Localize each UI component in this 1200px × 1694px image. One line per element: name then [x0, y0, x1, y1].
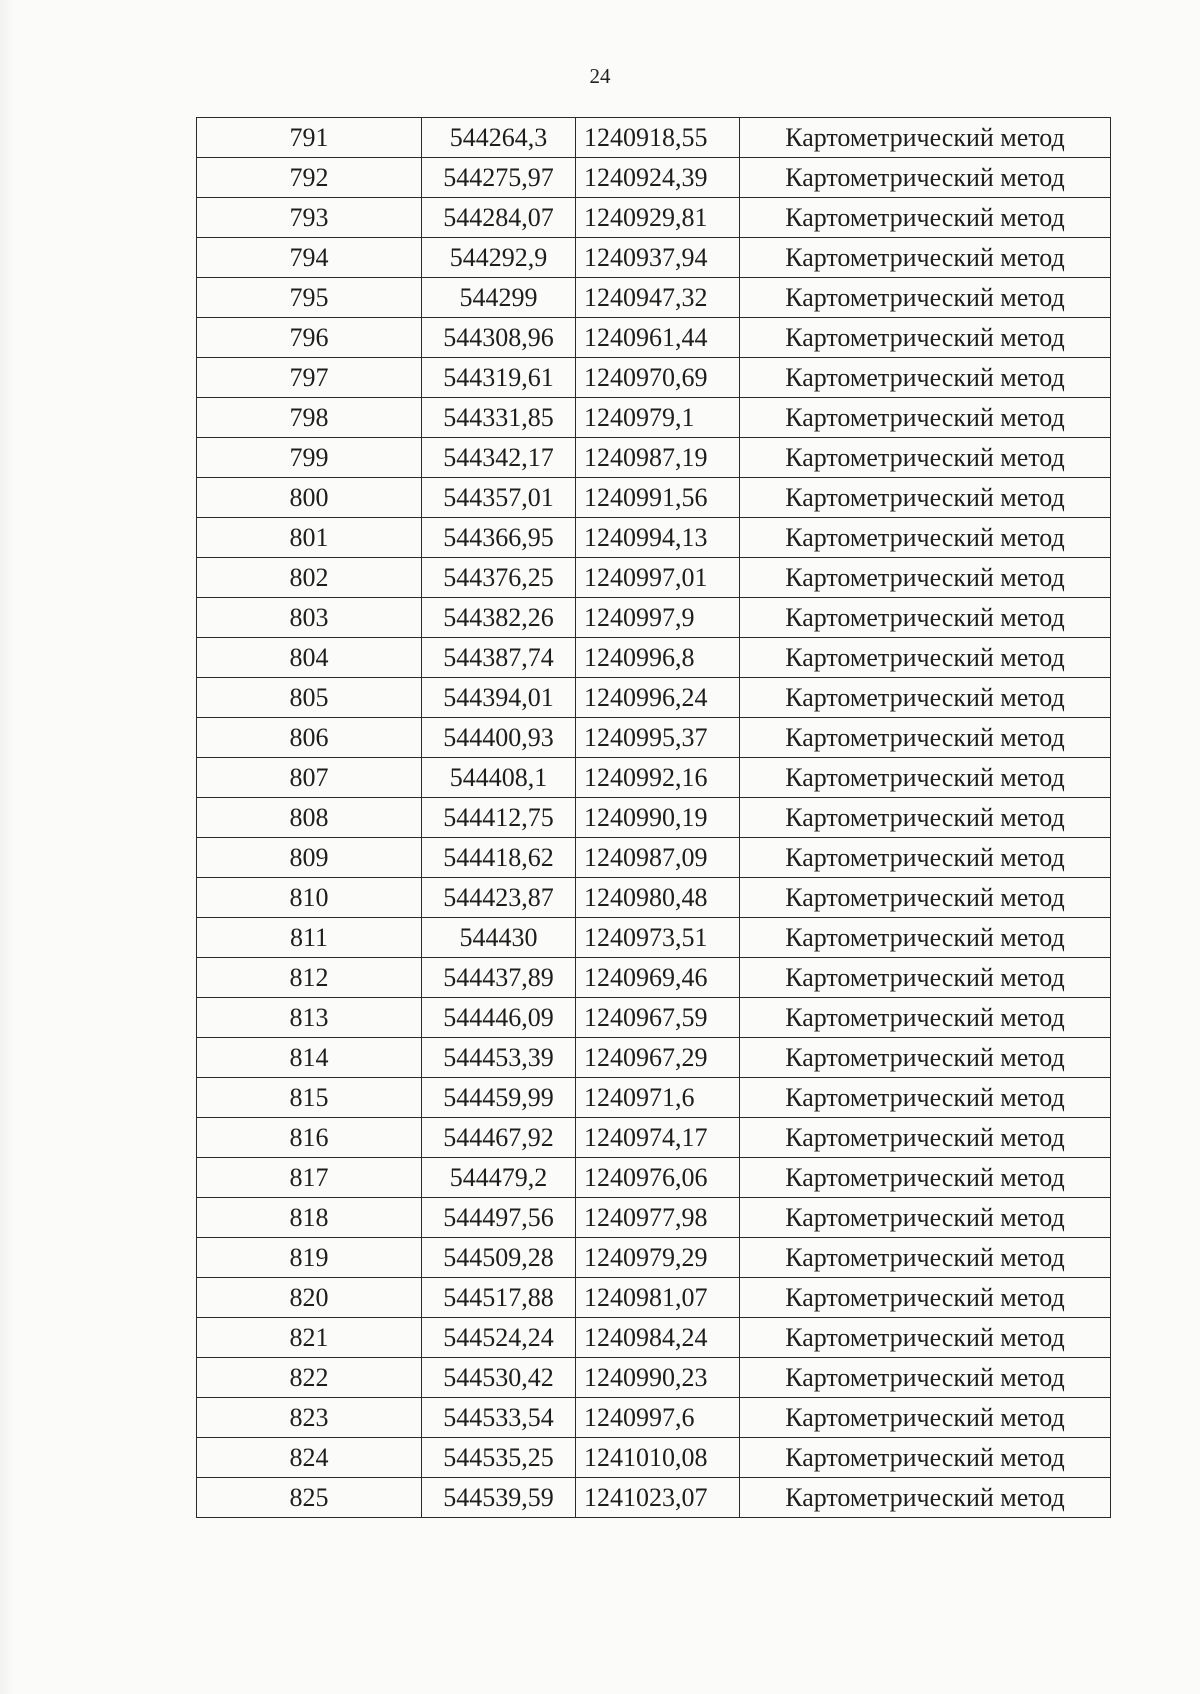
x-coordinate-cell: 544342,17 [422, 438, 576, 478]
x-coordinate-cell: 544357,01 [422, 478, 576, 518]
x-coordinate-cell: 544382,26 [422, 598, 576, 638]
point-number-cell: 823 [197, 1398, 422, 1438]
method-cell: Картометрический метод [740, 1398, 1111, 1438]
point-number-cell: 807 [197, 758, 422, 798]
y-coordinate-cell: 1240991,56 [576, 478, 740, 518]
x-coordinate-cell: 544467,92 [422, 1118, 576, 1158]
method-cell: Картометрический метод [740, 398, 1111, 438]
x-coordinate-cell: 544423,87 [422, 878, 576, 918]
point-number-cell: 813 [197, 998, 422, 1038]
point-number-cell: 806 [197, 718, 422, 758]
method-cell: Картометрический метод [740, 158, 1111, 198]
method-cell: Картометрический метод [740, 1478, 1111, 1518]
table-row [197, 1118, 1111, 1158]
y-coordinate-cell: 1240981,07 [576, 1278, 740, 1318]
x-coordinate-cell: 544284,07 [422, 198, 576, 238]
method-cell: Картометрический метод [740, 1358, 1111, 1398]
point-number-cell: 804 [197, 638, 422, 678]
point-number-cell: 795 [197, 278, 422, 318]
point-number-cell: 792 [197, 158, 422, 198]
method-cell: Картометрический метод [740, 1238, 1111, 1278]
table-row [197, 198, 1111, 238]
scan-edge-shadow [0, 0, 14, 1694]
x-coordinate-cell: 544446,09 [422, 998, 576, 1038]
table-row [197, 1078, 1111, 1118]
x-coordinate-cell: 544376,25 [422, 558, 576, 598]
table-row [197, 998, 1111, 1038]
point-number-cell: 812 [197, 958, 422, 998]
table-row [197, 838, 1111, 878]
table-row [197, 718, 1111, 758]
table-row [197, 1478, 1111, 1518]
method-cell: Картометрический метод [740, 878, 1111, 918]
method-cell: Картометрический метод [740, 1318, 1111, 1358]
x-coordinate-cell: 544539,59 [422, 1478, 576, 1518]
y-coordinate-cell: 1240970,69 [576, 358, 740, 398]
x-coordinate-cell: 544264,3 [422, 118, 576, 158]
point-number-cell: 810 [197, 878, 422, 918]
table-row [197, 398, 1111, 438]
x-coordinate-cell: 544430 [422, 918, 576, 958]
y-coordinate-cell: 1240990,19 [576, 798, 740, 838]
table-row [197, 758, 1111, 798]
x-coordinate-cell: 544308,96 [422, 318, 576, 358]
method-cell: Картометрический метод [740, 238, 1111, 278]
x-coordinate-cell: 544453,39 [422, 1038, 576, 1078]
y-coordinate-cell: 1241023,07 [576, 1478, 740, 1518]
page-number: 24 [589, 64, 611, 88]
y-coordinate-cell: 1240980,48 [576, 878, 740, 918]
point-number-cell: 797 [197, 358, 422, 398]
x-coordinate-cell: 544418,62 [422, 838, 576, 878]
y-coordinate-cell: 1240967,59 [576, 998, 740, 1038]
y-coordinate-cell: 1240929,81 [576, 198, 740, 238]
point-number-cell: 824 [197, 1438, 422, 1478]
point-number-cell: 805 [197, 678, 422, 718]
point-number-cell: 808 [197, 798, 422, 838]
x-coordinate-cell: 544408,1 [422, 758, 576, 798]
point-number-cell: 817 [197, 1158, 422, 1198]
coordinates-table [196, 117, 1111, 1518]
x-coordinate-cell: 544497,56 [422, 1198, 576, 1238]
x-coordinate-cell: 544517,88 [422, 1278, 576, 1318]
method-cell: Картометрический метод [740, 518, 1111, 558]
table-row [197, 518, 1111, 558]
table-row [197, 878, 1111, 918]
table-row [197, 478, 1111, 518]
point-number-cell: 816 [197, 1118, 422, 1158]
x-coordinate-cell: 544533,54 [422, 1398, 576, 1438]
method-cell: Картометрический метод [740, 958, 1111, 998]
method-cell: Картометрический метод [740, 478, 1111, 518]
table-row [197, 278, 1111, 318]
point-number-cell: 814 [197, 1038, 422, 1078]
method-cell: Картометрический метод [740, 918, 1111, 958]
y-coordinate-cell: 1240997,01 [576, 558, 740, 598]
table-row [197, 238, 1111, 278]
y-coordinate-cell: 1240969,46 [576, 958, 740, 998]
method-cell: Картометрический метод [740, 118, 1111, 158]
y-coordinate-cell: 1240973,51 [576, 918, 740, 958]
point-number-cell: 819 [197, 1238, 422, 1278]
method-cell: Картометрический метод [740, 1038, 1111, 1078]
method-cell: Картометрический метод [740, 438, 1111, 478]
x-coordinate-cell: 544366,95 [422, 518, 576, 558]
table-row [197, 638, 1111, 678]
y-coordinate-cell: 1240937,94 [576, 238, 740, 278]
table-row [197, 358, 1111, 398]
x-coordinate-cell: 544292,9 [422, 238, 576, 278]
x-coordinate-cell: 544412,75 [422, 798, 576, 838]
point-number-cell: 815 [197, 1078, 422, 1118]
x-coordinate-cell: 544530,42 [422, 1358, 576, 1398]
x-coordinate-cell: 544331,85 [422, 398, 576, 438]
point-number-cell: 794 [197, 238, 422, 278]
point-number-cell: 802 [197, 558, 422, 598]
method-cell: Картометрический метод [740, 318, 1111, 358]
table-row [197, 1238, 1111, 1278]
point-number-cell: 811 [197, 918, 422, 958]
table-row [197, 1278, 1111, 1318]
y-coordinate-cell: 1240992,16 [576, 758, 740, 798]
x-coordinate-cell: 544524,24 [422, 1318, 576, 1358]
method-cell: Картометрический метод [740, 1198, 1111, 1238]
y-coordinate-cell: 1240990,23 [576, 1358, 740, 1398]
method-cell: Картометрический метод [740, 1278, 1111, 1318]
x-coordinate-cell: 544479,2 [422, 1158, 576, 1198]
method-cell: Картометрический метод [740, 598, 1111, 638]
method-cell: Картометрический метод [740, 758, 1111, 798]
y-coordinate-cell: 1240979,1 [576, 398, 740, 438]
method-cell: Картометрический метод [740, 1158, 1111, 1198]
table-row [197, 1438, 1111, 1478]
point-number-cell: 791 [197, 118, 422, 158]
point-number-cell: 796 [197, 318, 422, 358]
table-row [197, 438, 1111, 478]
table-row [197, 1038, 1111, 1078]
y-coordinate-cell: 1240976,06 [576, 1158, 740, 1198]
table-row [197, 918, 1111, 958]
table-row [197, 558, 1111, 598]
y-coordinate-cell: 1240984,24 [576, 1318, 740, 1358]
method-cell: Картометрический метод [740, 638, 1111, 678]
x-coordinate-cell: 544319,61 [422, 358, 576, 398]
method-cell: Картометрический метод [740, 278, 1111, 318]
point-number-cell: 801 [197, 518, 422, 558]
y-coordinate-cell: 1240961,44 [576, 318, 740, 358]
table-row [197, 958, 1111, 998]
table-row [197, 1318, 1111, 1358]
x-coordinate-cell: 544400,93 [422, 718, 576, 758]
point-number-cell: 820 [197, 1278, 422, 1318]
table-row [197, 1358, 1111, 1398]
x-coordinate-cell: 544437,89 [422, 958, 576, 998]
y-coordinate-cell: 1240918,55 [576, 118, 740, 158]
x-coordinate-cell: 544535,25 [422, 1438, 576, 1478]
table-row [197, 1158, 1111, 1198]
x-coordinate-cell: 544509,28 [422, 1238, 576, 1278]
method-cell: Картометрический метод [740, 998, 1111, 1038]
y-coordinate-cell: 1240987,19 [576, 438, 740, 478]
x-coordinate-cell: 544299 [422, 278, 576, 318]
x-coordinate-cell: 544387,74 [422, 638, 576, 678]
point-number-cell: 800 [197, 478, 422, 518]
x-coordinate-cell: 544459,99 [422, 1078, 576, 1118]
table-row [197, 118, 1111, 158]
table-row [197, 678, 1111, 718]
point-number-cell: 821 [197, 1318, 422, 1358]
y-coordinate-cell: 1240977,98 [576, 1198, 740, 1238]
y-coordinate-cell: 1240996,8 [576, 638, 740, 678]
coordinates-table-body [197, 118, 1111, 1518]
y-coordinate-cell: 1240994,13 [576, 518, 740, 558]
y-coordinate-cell: 1240967,29 [576, 1038, 740, 1078]
x-coordinate-cell: 544394,01 [422, 678, 576, 718]
method-cell: Картометрический метод [740, 1118, 1111, 1158]
y-coordinate-cell: 1240997,6 [576, 1398, 740, 1438]
point-number-cell: 825 [197, 1478, 422, 1518]
point-number-cell: 822 [197, 1358, 422, 1398]
y-coordinate-cell: 1240987,09 [576, 838, 740, 878]
method-cell: Картометрический метод [740, 838, 1111, 878]
method-cell: Картометрический метод [740, 1438, 1111, 1478]
method-cell: Картометрический метод [740, 558, 1111, 598]
y-coordinate-cell: 1240997,9 [576, 598, 740, 638]
x-coordinate-cell: 544275,97 [422, 158, 576, 198]
point-number-cell: 803 [197, 598, 422, 638]
method-cell: Картометрический метод [740, 718, 1111, 758]
table-row [197, 158, 1111, 198]
table-row [197, 798, 1111, 838]
method-cell: Картометрический метод [740, 358, 1111, 398]
method-cell: Картометрический метод [740, 198, 1111, 238]
point-number-cell: 799 [197, 438, 422, 478]
y-coordinate-cell: 1240924,39 [576, 158, 740, 198]
table-row [197, 1398, 1111, 1438]
table-row [197, 598, 1111, 638]
point-number-cell: 818 [197, 1198, 422, 1238]
y-coordinate-cell: 1240979,29 [576, 1238, 740, 1278]
y-coordinate-cell: 1241010,08 [576, 1438, 740, 1478]
point-number-cell: 793 [197, 198, 422, 238]
y-coordinate-cell: 1240974,17 [576, 1118, 740, 1158]
method-cell: Картометрический метод [740, 798, 1111, 838]
table-row [197, 318, 1111, 358]
y-coordinate-cell: 1240996,24 [576, 678, 740, 718]
method-cell: Картометрический метод [740, 1078, 1111, 1118]
y-coordinate-cell: 1240947,32 [576, 278, 740, 318]
point-number-cell: 798 [197, 398, 422, 438]
point-number-cell: 809 [197, 838, 422, 878]
method-cell: Картометрический метод [740, 678, 1111, 718]
table-row [197, 1198, 1111, 1238]
y-coordinate-cell: 1240995,37 [576, 718, 740, 758]
y-coordinate-cell: 1240971,6 [576, 1078, 740, 1118]
